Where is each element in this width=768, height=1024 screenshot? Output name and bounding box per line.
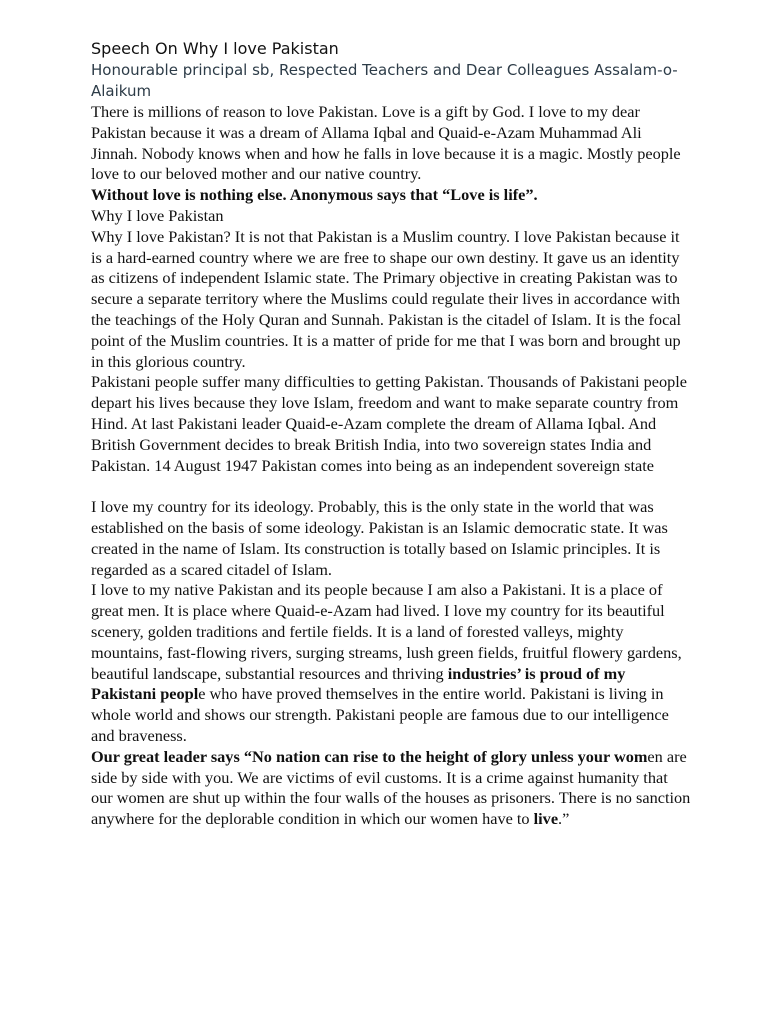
quote-end: .” xyxy=(558,809,570,829)
paragraph-intro xyxy=(91,102,691,206)
intro-text: There is millions of reason to love Pakistan. Love is a gift by God. I love to my dear Pakistan because it was a dream of Allama Iqbal and Quaid-e-Azam Muhammad Ali Jinnah. Nobody knows when and how he falls in love because it is a magic. Mostly people love to our beloved mother and our native country. xyxy=(91,102,681,184)
native-text: I love to my native Pakistan and its people because I am also a Pakistani. It is a place of great men. It is place where Quaid-e-Azam had lived. I love my country for its beautiful scenery, golden traditions and fertile fields. It is a land of forested valleys, mighty mountains, fast-flowing rivers, surging streams, lush green fields, fruitful flowery gardens, beautiful landscape, substantial resources and thriving xyxy=(91,580,682,683)
paragraph-history: Pakistani people suffer many difficulties to getting Pakistan. Thousands of Pakistani people depart his lives because they love Islam, freedom and want to make separate country from Hind. At last Pakistani leader Quaid-e-Azam complete the dream of Allama Iqbal. And British Government decides to break British India, into two sovereign states India and Pakistan. 14 August 1947 Pakistan comes into being as an independent sovereign state xyxy=(91,372,687,475)
intro-bold-quote: Without love is nothing else. Anonymous says that “Love is life”. xyxy=(91,185,538,205)
blank-line xyxy=(91,476,691,497)
speech-title: Speech On Why I love Pakistan xyxy=(91,39,339,58)
paragraph-ideology: I love my country for its ideology. Probably, this is the only state in the world that was established on the basis of some ideology. Pakistan is an Islamic democratic state. It was created in the name of Islam. Its construction is totally based on Islamic principles. It is regarded as a scared citadel of Islam. xyxy=(91,497,668,579)
paragraph-native xyxy=(91,580,691,746)
quote-text: en are side by side with you. We are victims of evil customs. It is a crime against humanity that our women are shut up within the four walls of the houses as prisoners. There is no sanction anywhere for the deplorable condition in which our women have to xyxy=(91,746,691,829)
section-heading: Why I love Pakistan xyxy=(91,205,224,225)
greeting-line: Honourable principal sb, Respected Teachers and Dear Colleagues Assalam-o-Alaikum xyxy=(91,61,678,100)
native-text-end: e who have proved themselves in the entire world. Pakistani is living in whole world and shows our strength. Pakistani people are famous due to our intelligence and braveness. xyxy=(91,684,669,745)
native-bold-text: industries’ is proud of my Pakistani peopl xyxy=(91,663,626,704)
paragraph-quote xyxy=(91,747,691,830)
paragraph-why: Why I love Pakistan? It is not that Pakistan is a Muslim country. I love Pakistan because it is a hard-earned country where we are free to shape our own destiny. It gave us an identity as citizens of independent Islamic state. The Primary objective in creating Pakistan was to secure a separate territory where the Muslims could regulate their lives in accordance with the teachings of the Holy Quran and Sunnah. Pakistan is the citadel of Islam. It is the focal point of the Muslim countries. It is a matter of pride for me that I was born and brought up in this glorious country. xyxy=(91,226,682,371)
document-page xyxy=(91,38,691,830)
quote-bold-word: live xyxy=(533,809,559,829)
quote-bold-text: Our great leader says “No nation can rise to the height of glory unless your wom xyxy=(91,746,648,766)
